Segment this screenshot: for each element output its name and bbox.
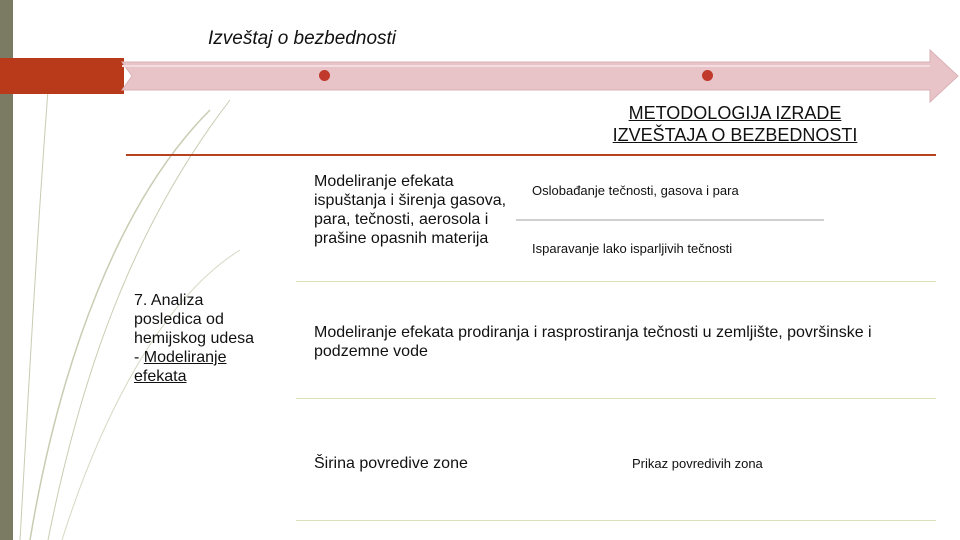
- sub-item-divider: [516, 219, 824, 221]
- row-1-sub-item: Oslobađanje tečnosti, gasova i para: [532, 183, 739, 198]
- modeling-effects-link[interactable]: Modeliranje: [143, 349, 227, 366]
- row-1-sub-item: Isparavanje lako isparljivih tečnosti: [532, 241, 733, 256]
- row-divider: [296, 520, 936, 521]
- row-3-side-text: Prikaz povredivih zona: [632, 456, 763, 471]
- step-text-line: hemijskog udesa: [134, 330, 255, 347]
- section-heading: [540, 102, 930, 146]
- timeline-dot: [702, 70, 713, 81]
- step-link-line: [134, 348, 284, 367]
- row-1-main-text: Modeliranje efekata ispuštanja i širenja gasova, para, tečnosti, aerosola i prašine opasnih materija: [314, 173, 507, 247]
- row-divider: [296, 398, 936, 399]
- row-3-main-text: Širina povredive zone: [314, 455, 468, 472]
- timeline-dot: [319, 70, 330, 81]
- modeling-effects-link[interactable]: efekata: [134, 368, 187, 385]
- heading-divider: [126, 154, 936, 156]
- step-link-prefix: -: [134, 349, 144, 366]
- section-heading-line: IZVEŠTAJA O BEZBEDNOSTI: [612, 125, 858, 145]
- step-text-line: 7. Analiza: [134, 292, 204, 309]
- row-divider: [296, 281, 936, 282]
- analysis-step-block: [134, 291, 284, 386]
- timeline-arrow: [0, 0, 960, 110]
- section-heading-line: METODOLOGIJA IZRADE: [628, 103, 842, 123]
- slide-title: Izveštaj o bezbednosti: [208, 28, 397, 49]
- row-2-main-text: Modeliranje efekata prodiranja i rasprostiranja tečnosti u zemljište, površinske i podzemne vode: [314, 324, 872, 360]
- step-text-line: posledica od: [134, 311, 224, 328]
